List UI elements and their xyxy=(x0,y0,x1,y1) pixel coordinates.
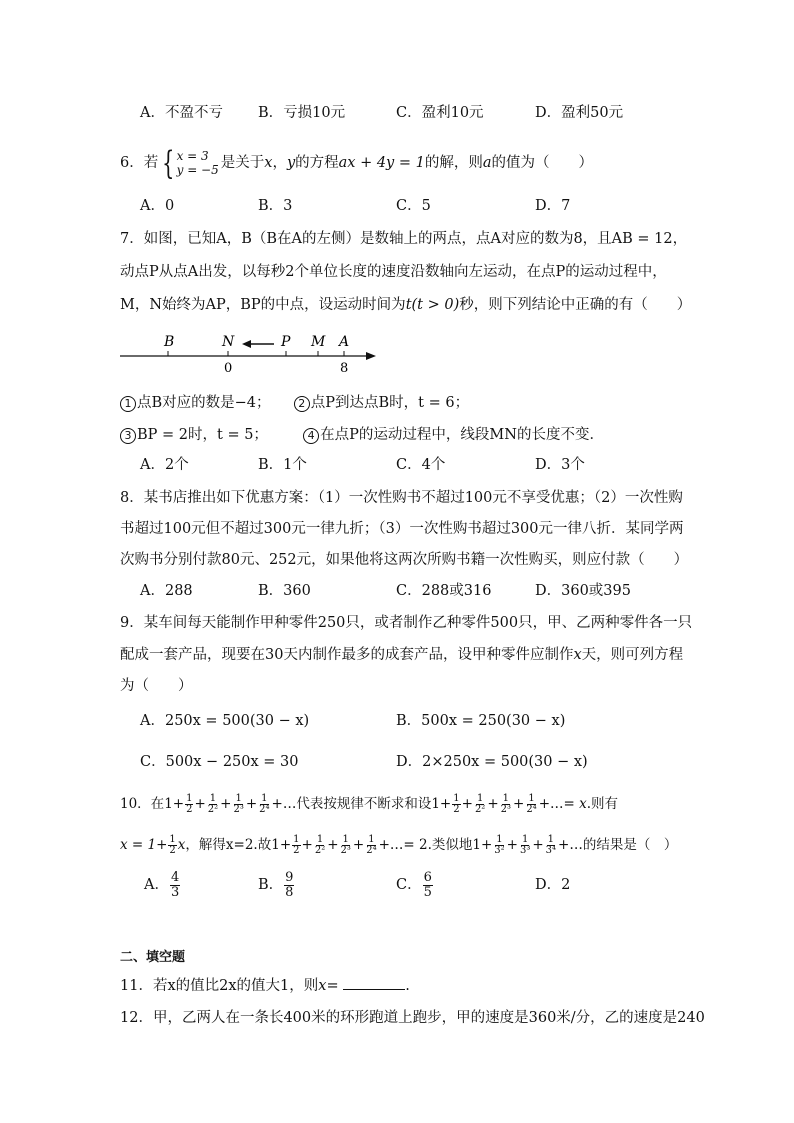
q9-option-a: A．250x = 500(30 − x) xyxy=(140,713,310,729)
q9-line-2: 配成一套产品，现要在30天内制作最多的成套产品，设甲种零件应制作x天，则可列方程 xyxy=(120,647,684,663)
q9-line-3: 为（ ） xyxy=(120,678,193,694)
q7-option-d: D．3个 xyxy=(535,457,585,473)
q10-option-a: A． $\frac{4}{3}$ xyxy=(144,869,180,900)
label-p: P xyxy=(281,334,291,350)
q12-line-1: 12．甲，乙两人在一条长400米的环形跑道上跑步，甲的速度是360米/分，乙的速度是240 xyxy=(120,1010,705,1026)
q10-option-c: C． $\frac{6}{5}$ xyxy=(396,869,432,900)
q8-option-d: D．360或395 xyxy=(535,583,631,599)
q7-line-1: 7．如图，已知A，B（B在A的左侧）是数轴上的两点，点A对应的数为8，且AB = 12， xyxy=(120,231,688,247)
q5-option-a: A．不盈不亏 xyxy=(140,105,223,121)
q6-stem: 6．若 { x = 3 y = −5 是关于x，y的方程ax + 4y = 1的解，则a的值为（ ） xyxy=(120,144,593,182)
q9-option-b: B．500x = 250(30 − x) xyxy=(396,713,566,729)
label-b: B xyxy=(164,334,175,350)
q8-line-2: 书超过100元但不超过300元一律九折；（3）一次性购书超过300元一律八折．某同学两 xyxy=(120,521,684,537)
q10-option-d: D．2 xyxy=(535,877,571,893)
q8-option-a: A．288 xyxy=(140,583,193,599)
q6-option-b: B．3 xyxy=(258,198,293,214)
q10-option-b: B． $\frac{9}{8}$ xyxy=(258,869,294,900)
label-eight: 8 xyxy=(340,361,349,374)
q7-option-a: A．2个 xyxy=(140,457,189,473)
q8-line-1: 8．某书店推出如下优惠方案：（1）一次性购书不超过100元不享受优惠；（2）一次性购 xyxy=(120,490,683,506)
label-n: N xyxy=(222,334,235,350)
q11-answer-blank[interactable] xyxy=(343,975,405,990)
q5-option-b: B．亏损10元 xyxy=(258,105,346,121)
axis-arrow xyxy=(366,352,376,360)
statement-1-marker: 1 xyxy=(120,396,136,412)
label-m: M xyxy=(311,334,326,350)
statement-2-marker: 2 xyxy=(294,396,310,412)
q7-option-c: C．4个 xyxy=(396,457,446,473)
q6-option-d: D．7 xyxy=(535,198,571,214)
q7-option-b: B．1个 xyxy=(258,457,307,473)
q11-stem: 11．若x的值比2x的值大1，则x= . xyxy=(120,975,410,996)
q10-line-2: x = 1+ $\frac{1}{2}$ x，解得x=2.故1+ $\frac{1}{2}$ + $\frac{1}{\text{2²}}$ + $\frac{1}{\text{2³}}$ + $\frac{1}{\text{2⁴}}$ +…= 2.类似地1+ $\frac{1}{\text{3²}}$ + $\frac{1}{\text{3³}}$ + $\frac{1}{\text{3⁴}}$ +…的结果是（ ） xyxy=(120,834,678,856)
label-a: A xyxy=(339,334,350,350)
q8-line-3: 次购书分别付款80元、252元，如果他将这两次所购书籍一次性购买，则应付款（ ） xyxy=(120,552,689,568)
section-heading-fill-in: 二、填空题 xyxy=(120,950,186,965)
q5-option-d: D．盈利50元 xyxy=(535,105,624,121)
statement-3-marker: 3 xyxy=(120,428,136,444)
q7-statements-row-2: 3 BP = 2时，t = 5； 4 在点P的运动过程中，线段MN的长度不变． xyxy=(120,425,604,445)
q10-line-1: 10．在1+ $\frac{1}{2}$ + $\frac{1}{\text{2²}}$ + $\frac{1}{\text{2³}}$ + $\frac{1}{\text{2⁴}}$ +…代表按规律不断求和设1+ $\frac{1}{2}$ + $\frac{1}{\text{2²}}$ + $\frac{1}{\text{2³}}$ + $\frac{1}{\text{2⁴}}$ +…= x.则有 xyxy=(120,793,619,815)
q8-option-c: C．288或316 xyxy=(396,583,492,599)
motion-arrow-head xyxy=(242,340,251,348)
q9-line-1: 9．某车间每天能制作甲种零件250只，或者制作乙种零件500只，甲、乙两种零件各一只 xyxy=(120,615,693,631)
q7-line-2: 动点P从点A出发，以每秒2个单位长度的速度沿数轴向左运动，在点P的运动过程中， xyxy=(120,264,667,280)
q7-line-3: M，N始终为AP，BP的中点，设运动时间为t(t > 0)秒，则下列结论中正确的有（ ） xyxy=(120,297,692,313)
q9-option-c: C．500x − 250x = 30 xyxy=(140,754,299,770)
q6-option-a: A．0 xyxy=(140,198,175,214)
q9-option-d: D．2×250x = 500(30 − x) xyxy=(396,754,588,770)
q7-statements-row-1: 1 点B对应的数是−4； 2 点P到达点B时，t = 6； xyxy=(120,393,469,413)
statement-4-marker: 4 xyxy=(303,428,319,444)
q7-number-line-figure xyxy=(118,332,380,374)
label-zero: 0 xyxy=(224,361,233,374)
q8-option-b: B．360 xyxy=(258,583,311,599)
q5-option-c: C．盈利10元 xyxy=(396,105,484,121)
q6-option-c: C．5 xyxy=(396,198,431,214)
